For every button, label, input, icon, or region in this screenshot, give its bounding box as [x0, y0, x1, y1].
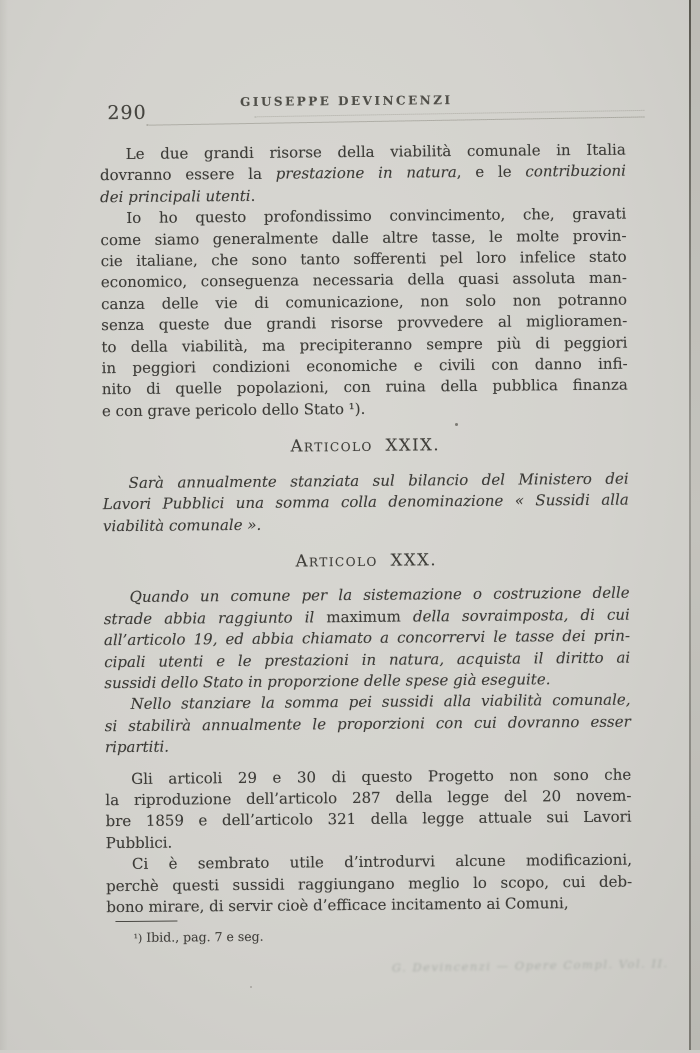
- text-line: nito di quelle popolazioni, con ruina della pubblica finanza: [101, 376, 628, 399]
- text-line: in peggiori condizioni economiche e civili con danno infi-: [101, 354, 628, 378]
- paragraph: [103, 468, 630, 537]
- paragraph: [104, 583, 631, 695]
- paragraph: [105, 764, 632, 854]
- text-line: Io ho questo profondissimo convincimento, che, gravati: [126, 204, 627, 228]
- text-line: la riproduzione dell’articolo 287 della legge del 20 novem-: [105, 786, 632, 810]
- text-line: sussidi dello Stato in proporzione delle spese già eseguite.: [104, 670, 551, 693]
- text-line: canza delle vie di comunicazione, non solo non potranno: [100, 290, 628, 314]
- text-line: come siamo generalmente dalle altre tasse, le molte provin-: [100, 226, 627, 249]
- text-line: Gli articoli 29 e 30 di questo Progetto non sono che: [131, 765, 632, 788]
- text-line: cipali utenti e le prestazioni in natura, acquista il diritto ai: [104, 648, 631, 671]
- text-line: bono mirare, di servir cioè d’efficace incitamento ai Comuni,: [106, 894, 569, 917]
- text-line: Ci è sembrato utile d’introdurvi alcune modificazioni,: [131, 850, 633, 874]
- text-line: Pubblici.: [105, 833, 173, 852]
- ink-speck: [455, 423, 458, 426]
- paragraph: [104, 690, 631, 759]
- paragraph: [100, 204, 628, 423]
- text-line: Lavori Pubblici una somma colla denominazione « Sussidi alla: [102, 490, 629, 514]
- text-line: perchè questi sussidi raggiungano meglio lo scopo, cui deb-: [106, 872, 633, 895]
- text-line: dovranno essere la prestazione in natura, e le contribuzioni: [99, 161, 626, 185]
- text-line: viabilità comunale ».: [102, 515, 262, 535]
- header-rule-secondary: [254, 110, 644, 117]
- text-line: Quando un comune per la sistemazione o costruzione delle: [129, 583, 630, 607]
- text-line: si stabilirà annualmente le proporzioni con cui dovranno esser: [104, 712, 631, 735]
- text-line: ripartiti.: [104, 737, 170, 757]
- footnote-rule: [115, 921, 177, 923]
- footnote-text: Ibid., pag. 7 e seg.: [142, 928, 264, 945]
- text-line: Sarà annualmente stanziata sul bilancio del Ministero dei: [128, 469, 629, 492]
- footnote-marker: ¹): [133, 931, 143, 945]
- text-line: Nello stanziare la somma pei sussidi alla viabilità comunale,: [130, 690, 631, 714]
- show-through-text: G. Devincenzi — Opere Compl. Vol. II.: [391, 956, 669, 975]
- page-number: 290: [107, 101, 147, 125]
- text-line: economico, conseguenza necessaria della quasi assoluta man-: [100, 269, 627, 292]
- running-header: GIUSEPPE DEVINCENZI: [239, 93, 453, 109]
- text-line: strade abbia raggiunto il maximum della sovraimposta, di cui: [103, 605, 630, 628]
- ink-speck: [250, 986, 252, 988]
- text-line: dei principali utenti.: [100, 186, 256, 206]
- text-line: all’articolo 19, ed abbia chiamato a concorrervi le tasse dei prin-: [103, 626, 631, 650]
- article-heading: Articolo XXX.: [295, 550, 438, 571]
- text-line: cie italiane, che sono tanto sofferenti pel loro infelice stato: [100, 247, 627, 271]
- article-heading: Articolo XXIX.: [290, 435, 441, 456]
- text-column: [100, 140, 633, 919]
- paragraph: [106, 850, 633, 919]
- left-edge-shade: [0, 0, 8, 1050]
- text-line: Le due grandi risorse della viabilità comunale in Italia: [125, 140, 626, 163]
- paragraph: [100, 140, 627, 209]
- text-line: to della viabilità, ma precipiteranno sempre più di peggiori: [101, 333, 628, 356]
- header-rule: [147, 116, 645, 125]
- text-line: bre 1859 e dell’articolo 321 della legge attuale sui Lavori: [105, 807, 632, 831]
- text-line: e con grave pericolo dello Stato ¹).: [101, 399, 366, 421]
- page-edge-strip: [691, 0, 700, 1050]
- text-line: senza queste due grandi risorse provvedere al miglioramen-: [101, 311, 628, 335]
- footnote: [134, 929, 264, 945]
